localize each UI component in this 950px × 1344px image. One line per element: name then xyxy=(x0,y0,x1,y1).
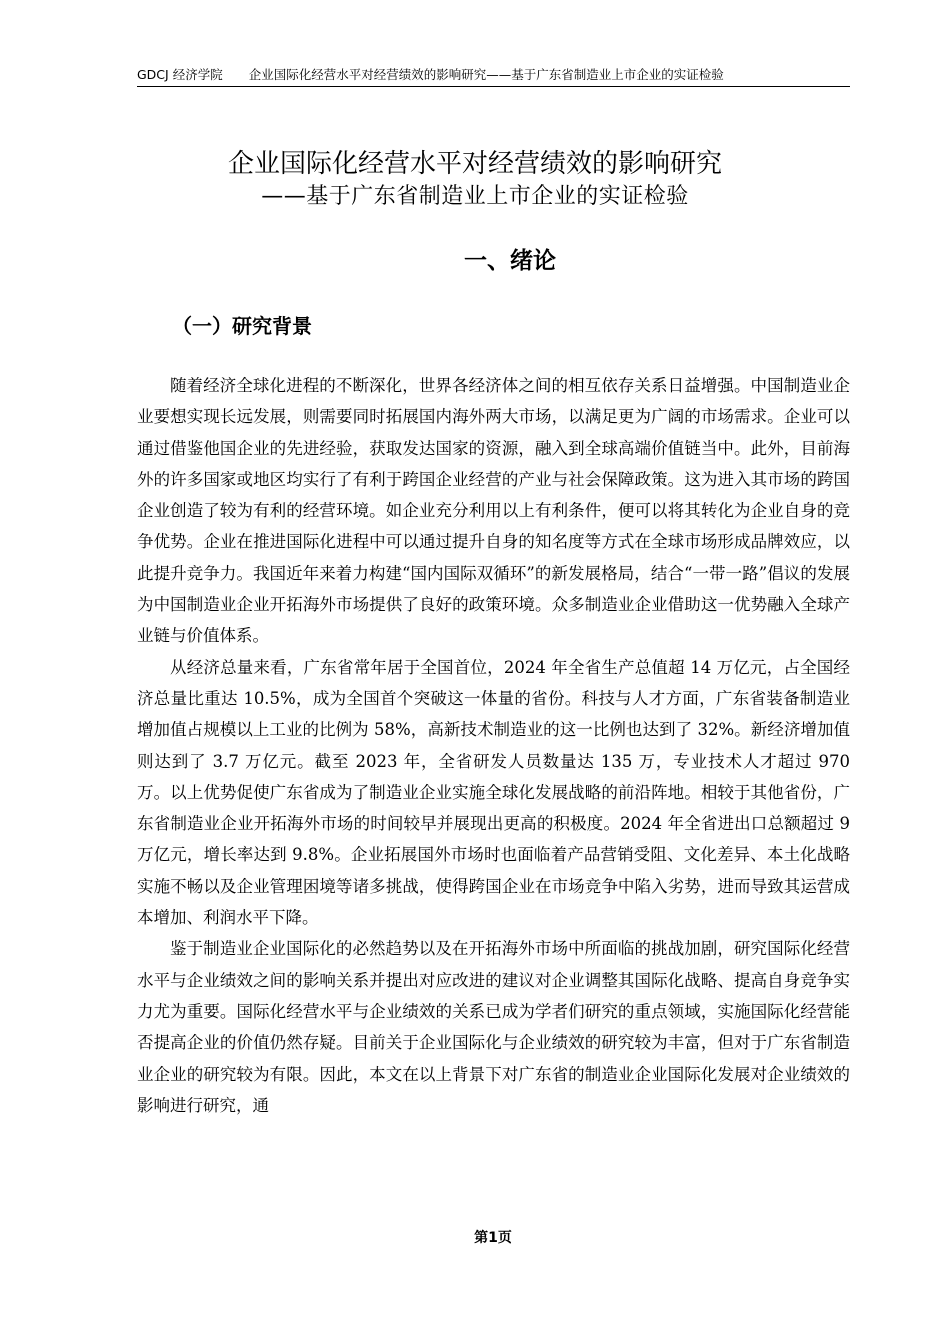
paper-title: 企业国际化经营水平对经营绩效的影响研究 xyxy=(227,149,722,179)
paragraph: 随着经济全球化进程的不断深化，世界各经济体之间的相互依存关系日益增强。中国制造业企业要想实现长远发展，则需要同时拓展国内海外两大市场，以满足更为广阔的市场需求。企业可以通过借鉴他国企业的先进经验，获取发达国家的资源，融入到全球高端价值链当中。此外，目前海外的许多国家或地区均实行了有利于跨国企业经营的产业与社会保障政策。这为进入其市场的跨国企业创造了较为有利的经营环境。如企业充分利用以上有利条件，便可以将其转化为企业自身的竞争优势。企业在推进国际化进程中可以通过提升自身的知名度等方式在全球市场形成品牌效应，以此提升竞争力。我国近年来着力构建“国内国际双循环”的新发展格局，结合“一带一路”倡议的发展为中国制造业企业开拓海外市场提供了良好的政策环境。众多制造业企业借助这一优势融入全球产业链与价值体系。 xyxy=(137,376,850,646)
header-running-title: 企业国际化经营水平对经营绩效的影响研究——基于广东省制造业上市企业的实证检验 xyxy=(248,67,724,82)
header-institution: GDCJ 经济学院 xyxy=(137,67,223,82)
page-number: 第1页 xyxy=(474,1230,512,1246)
chapter-heading: 一、绪论 xyxy=(464,248,556,274)
paragraph: 鉴于制造业企业国际化的必然趋势以及在开拓海外市场中所面临的挑战加剧，研究国际化经营水平与企业绩效之间的影响关系并提出对应改进的建议对企业调整其国际化战略、提高自身竞争实力尤为重要。国际化经营水平与企业绩效的关系已成为学者们研究的重点领域，实施国际化经营能否提高企业的价值仍然存疑。目前关于企业国际化与企业绩效的研究较为丰富，但对于广东省制造业企业的研究较为有限。因此，本文在以上背景下对广东省的制造业企业国际化发展对企业绩效的影响进行研究，通 xyxy=(137,939,850,1115)
paragraph: 从经济总量来看，广东省常年居于全国首位，2024 年全省生产总值超 14 万亿元，占全国经济总量比重达 10.5%，成为全国首个突破这一体量的省份。科技与人才方面，广东省装备制造业增加值占规模以上工业的比例为 58%，高新技术制造业的这一比例也达到了 32%。新经济增加值则达到了 3.7 万亿元。截至 2023 年，全省研发人员数量达 135 万，专业技术人才超过 970 万。以上优势促使广东省成为了制造业企业实施全球化发展战略的前沿阵地。相较于其他省份，广东省制造业企业开拓海外市场的时间较早并展现出更高的积极度。2024 年全省进出口总额超过 9 万亿元，增长率达到 9.8%。企业拓展国外市场时也面临着产品营销受阻、文化差异、本土化战略实施不畅以及企业管理困境等诸多挑战，使得跨国企业在市场竞争中陷入劣势，进而导致其运营成本增加、利润水平下降。 xyxy=(137,657,850,928)
body-text xyxy=(137,370,850,1121)
section-heading: （一）研究背景 xyxy=(172,314,312,338)
paper-subtitle: ——基于广东省制造业上市企业的实证检验 xyxy=(261,184,689,209)
page-header xyxy=(137,64,850,87)
